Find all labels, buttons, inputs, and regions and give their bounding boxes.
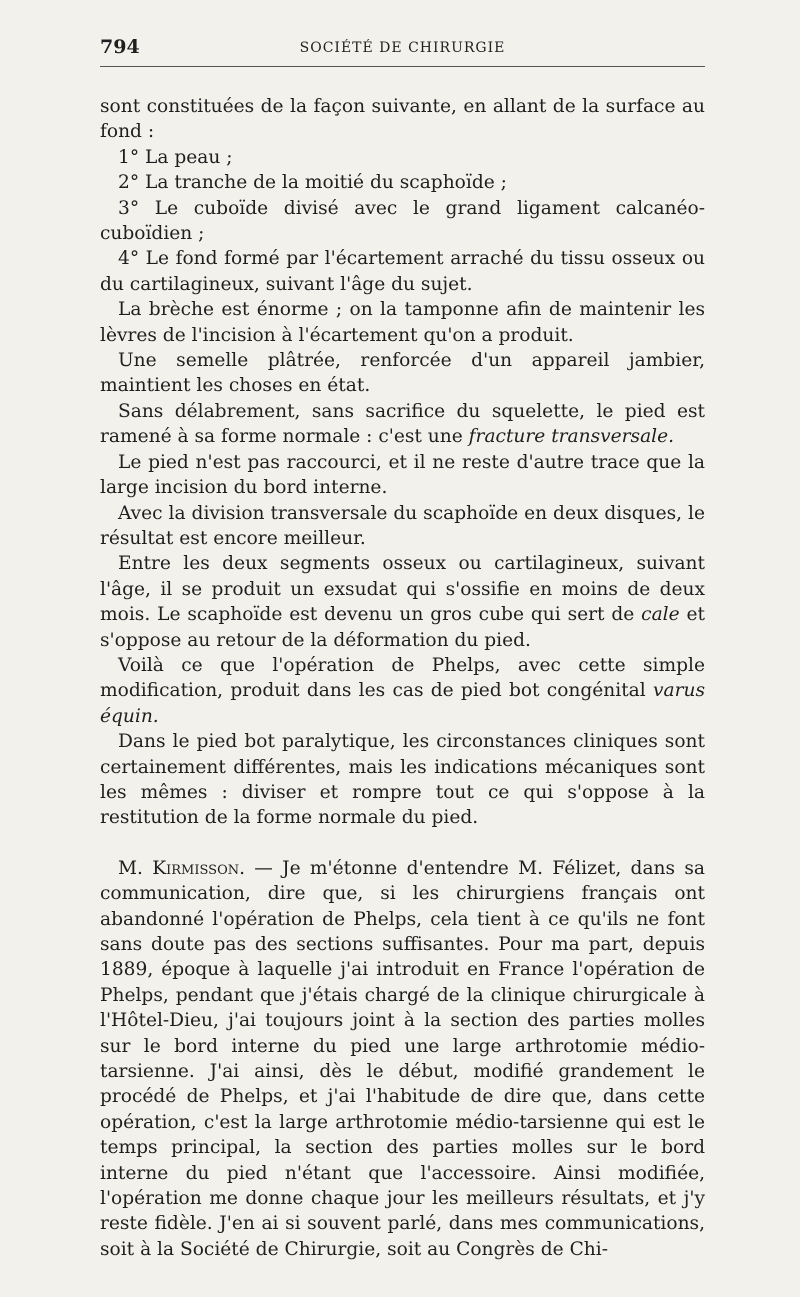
paragraph: sont constituées de la façon suivante, en allant de la surface au fond :: [100, 96, 705, 143]
paragraph-text: Entre les deux segments osseux ou cartilagineux, suivant l'âge, il se produit un exsudat qui s'ossifie en moins de deux mois. Le scaphoïde est devenu un gros cube qui sert de: [100, 553, 705, 626]
italic-term: cale: [641, 604, 680, 626]
page-header: [100, 30, 705, 67]
paragraph-text: Voilà ce que l'opération de Phelps, avec cette simple modification, produit dans les cas de pied bot congénital: [100, 654, 705, 702]
kirmisson-paragraph: [100, 856, 705, 1263]
list-item: 2° La tranche de la moitié du scaphoïde ;: [118, 172, 507, 194]
speaker-prefix: M.: [118, 857, 153, 879]
paragraph: [100, 653, 705, 729]
italic-term: varus équin.: [100, 680, 705, 727]
section-gap: [100, 831, 705, 856]
running-head: SOCIÉTÉ DE CHIRURGIE: [299, 40, 506, 56]
paragraph: Dans le pied bot paralytique, les circonstances cliniques sont certainement différentes, mais les indications mécaniques sont les mêmes : diviser et rompre tout ce qui s'oppose à la restitution de la forme normale du pied.: [100, 731, 705, 829]
paragraph-text: — Je m'étonne d'entendre M. Félizet, dans sa communication, dire que, si les chirurgiens français ont abandonné l'opération de Phelps, cela tient à ce qu'ils ne font sans doute pas des sections suffisantes. Pour ma part, depuis 1889, époque à laquelle j'ai introduit en France l'opération de Phelps, pendant que j'étais chargé de la clinique chirurgicale à l'Hôtel-Dieu, j'ai toujours joint à la section des parties molles sur le bord interne du pied une large arthrotomie médio-tarsienne. J'ai ainsi, dès le début, modifié grandement le procédé de Phelps, et j'ai l'habitude de dire que, dans cette opération, c'est la large arthrotomie médio-tarsienne qui est le temps principal, la section des parties molles sur le bord interne du pied n'étant que l'accessoire. Ainsi modifiée, l'opération me donne chaque jour les meilleurs résultats, et j'y reste fidèle. J'en ai si souvent parlé, dans mes communications, soit à la Société de Chirurgie, soit au Congrès de Chi-: [100, 857, 705, 1260]
speaker-name: Kirmisson.: [152, 857, 246, 879]
paragraph-text: et s'oppose au retour de la déformation du pied.: [100, 604, 705, 651]
paragraph: Une semelle plâtrée, renforcée d'un appareil jambier, maintient les choses en état.: [100, 350, 705, 397]
paragraph: La brèche est énorme ; on la tamponne afin de maintenir les lèvres de l'incision à l'écartement qu'on a produit.: [100, 299, 705, 346]
paragraph: [100, 551, 705, 653]
list-item: 1° La peau ;: [118, 146, 233, 168]
list-item: 4° Le fond formé par l'écartement arraché du tissu osseux ou du cartilagineux, suivant l'âge du sujet.: [100, 248, 705, 295]
list-item: 3° Le cuboïde divisé avec le grand ligament calcanéo-cuboïdien ;: [100, 197, 705, 245]
page-number: 794: [100, 36, 140, 58]
paragraph-text: Sans délabrement, sans sacrifice du squelette, le pied est ramené à sa forme normale : c'est une: [100, 400, 705, 448]
paragraph: Le pied n'est pas raccourci, et il ne reste d'autre trace que la large incision du bord interne.: [100, 451, 705, 499]
paragraph: Avec la division transversale du scaphoïde en deux disques, le résultat est encore meilleur.: [100, 502, 705, 549]
body-text: [100, 94, 705, 1262]
italic-term: fracture transversale.: [468, 426, 675, 448]
paragraph: [100, 399, 705, 450]
